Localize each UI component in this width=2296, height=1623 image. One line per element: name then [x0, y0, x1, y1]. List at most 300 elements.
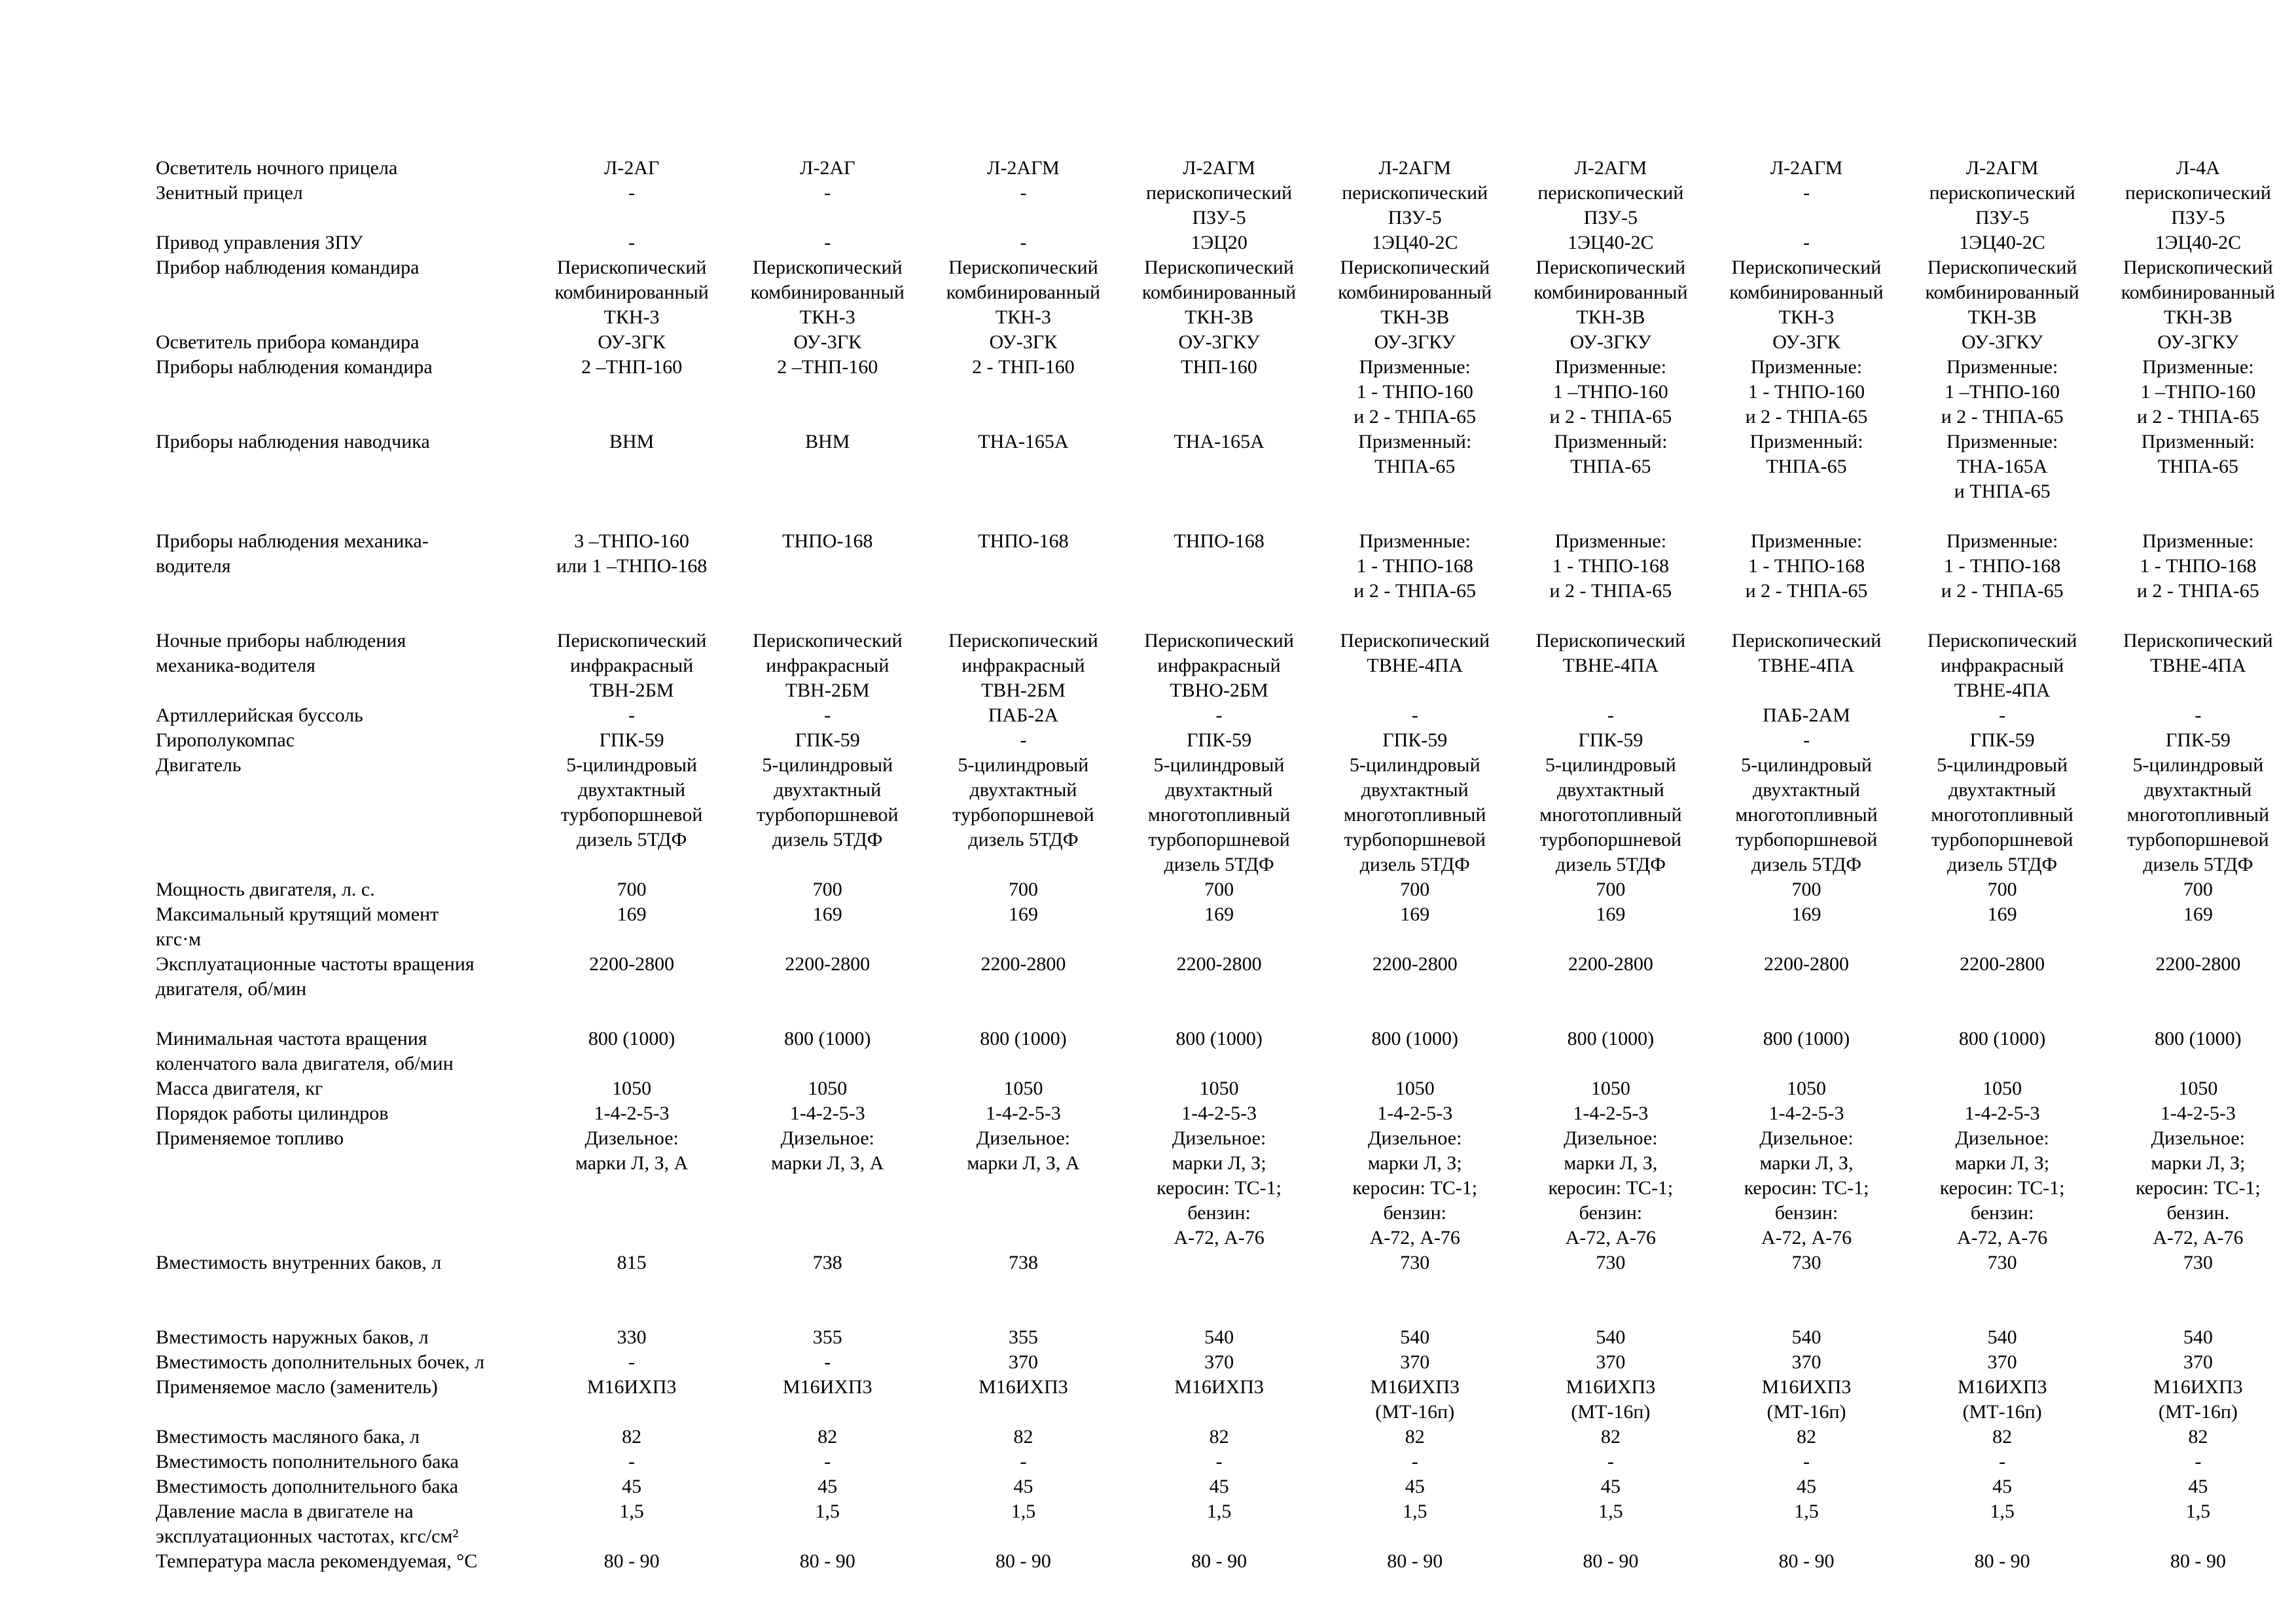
row-label: Минимальная частота вращения коленчатого вала двигателя, об/мин — [156, 1028, 454, 1074]
table-row — [156, 255, 2296, 330]
table-cell: 82 — [1600, 1426, 1621, 1448]
table-cell: 82 — [1992, 1426, 2013, 1448]
table-cell: Призменные: 1 - ТНПО-168 и 2 - ТНПА-65 — [1354, 530, 1477, 602]
table-cell: Перископический инфракрасный ТВНЕ-4ПА — [1927, 630, 2077, 701]
table-cell: 5-цилиндровый двухтактный многотопливный турбопоршневой дизель 5ТДФ — [1735, 754, 1878, 875]
table-cell: 1ЭЦ40-2С — [1568, 232, 1654, 253]
row-label: Давление масла в двигателе на эксплуатационных частотах, кгс/см² — [156, 1501, 459, 1547]
table-cell: - — [1020, 729, 1027, 751]
table-cell: Дизельное: марки Л, З; керосин: ТС-1; бензин: А-72, А-76 — [1352, 1127, 1478, 1249]
table-cell: Призменный: ТНПА-65 — [1358, 431, 1472, 477]
table-cell: 80 - 90 — [603, 1550, 660, 1572]
table-cell: 370 — [2183, 1351, 2213, 1373]
row-label: Ночные приборы наблюдения механика-водителя — [156, 630, 406, 676]
table-cell: М16ИХП3 (МТ-16п) — [1957, 1376, 2047, 1423]
row-label: Масса двигателя, кг — [156, 1078, 323, 1099]
table-cell: - — [1803, 729, 1810, 751]
row-label: Порядок работы цилиндров — [156, 1103, 389, 1124]
table-cell: ОУ-3ГК — [1772, 331, 1840, 353]
table-cell: ОУ-3ГК — [793, 331, 862, 353]
table-cell: М16ИХП3 (МТ-16п) — [1370, 1376, 1460, 1423]
table-cell: Дизельное: марки Л, З, А — [771, 1127, 884, 1174]
table-cell: Призменные: 1 - ТНПО-160 и 2 - ТНПА-65 — [1745, 356, 1868, 428]
row-label: Осветитель прибора командира — [156, 331, 420, 353]
table-cell: 5-цилиндровый двухтактный турбопоршневой дизель 5ТДФ — [560, 754, 703, 850]
table-cell: - — [628, 1451, 636, 1472]
table-cell: Перископический инфракрасный ТВН-2БМ — [752, 630, 903, 701]
table-cell: 700 — [1008, 879, 1038, 900]
table-cell: 730 — [1596, 1252, 1626, 1273]
table-cell: 169 — [617, 903, 647, 925]
table-cell: 730 — [1791, 1252, 1821, 1273]
table-cell: 2 –ТНП-160 — [777, 356, 878, 378]
table-cell: 82 — [1405, 1426, 1425, 1448]
table-cell: 5-цилиндровый двухтактный многотопливный турбопоршневой дизель 5ТДФ — [1147, 754, 1291, 875]
table-cell: 82 — [1209, 1426, 1229, 1448]
table-cell: Перископический комбинированный ТКН-3 — [750, 257, 905, 328]
table-cell: ГПК-59 — [599, 729, 664, 751]
table-row — [156, 1027, 2296, 1076]
table-cell: Перископический комбинированный ТКН-3В — [1141, 257, 1297, 328]
table-cell: 800 (1000) — [980, 1028, 1067, 1049]
table-cell: 1050 — [2178, 1078, 2218, 1099]
table-row — [156, 1076, 2296, 1101]
table-cell: ПАБ-2А — [988, 704, 1059, 726]
table-cell: 800 (1000) — [2155, 1028, 2242, 1049]
table-cell: 1050 — [1590, 1078, 1630, 1099]
table-row — [156, 355, 2296, 429]
table-row — [156, 429, 2296, 529]
table-cell: 45 — [817, 1476, 838, 1497]
table-cell: 169 — [1791, 903, 1821, 925]
table-cell: Призменный: ТНПА-65 — [1554, 431, 1668, 477]
table-row — [156, 1325, 2296, 1350]
table-cell: 2200-2800 — [2155, 953, 2241, 975]
table-cell: 738 — [812, 1252, 842, 1273]
table-cell: 1,5 — [815, 1501, 840, 1522]
table-cell: 1050 — [1787, 1078, 1826, 1099]
table-row — [156, 230, 2296, 255]
table-cell: 169 — [1987, 903, 2017, 925]
table-row — [156, 877, 2296, 902]
table-cell: Дизельное: марки Л, З, А — [967, 1127, 1080, 1174]
table-cell: 5-цилиндровый двухтактный турбопоршневой дизель 5ТДФ — [952, 754, 1094, 850]
table-cell: Призменные: 1 - ТНПО-160 и 2 - ТНПА-65 — [1354, 356, 1477, 428]
row-label: Прибор наблюдения командира — [156, 257, 420, 278]
table-cell: перископический ПЗУ-5 — [1537, 182, 1684, 228]
table-cell: 169 — [812, 903, 842, 925]
table-cell: 815 — [617, 1252, 647, 1273]
table-cell: Дизельное: марки Л, З, керосин: ТС-1; бензин: А-72, А-76 — [1744, 1127, 1869, 1249]
table-cell: 45 — [2188, 1476, 2208, 1497]
table-cell: Перископический комбинированный ТКН-3 — [1729, 257, 1884, 328]
row-label: Вместимость масляного бака, л — [156, 1426, 420, 1448]
table-row — [156, 1450, 2296, 1474]
table-cell: 2 –ТНП-160 — [581, 356, 683, 378]
table-cell: Перископический комбинированный ТКН-3В — [1534, 257, 1688, 328]
table-cell: ТНА-165А — [978, 431, 1069, 452]
table-cell: ПАБ-2АМ — [1763, 704, 1850, 726]
table-cell: ОУ-3ГК — [598, 331, 666, 353]
table-row — [156, 529, 2296, 629]
table-cell: М16ИХП3 (МТ-16п) — [1761, 1376, 1852, 1423]
table-cell: перископический ПЗУ-5 — [2125, 182, 2271, 228]
row-label: Осветитель ночного прицела — [156, 157, 398, 179]
table-cell: 1ЭЦ20 — [1191, 232, 1247, 253]
table-cell: 540 — [1987, 1326, 2017, 1348]
table-cell: 45 — [1013, 1476, 1033, 1497]
table-row — [156, 703, 2296, 728]
table-cell: М16ИХП3 — [782, 1376, 872, 1398]
table-cell: 370 — [1204, 1351, 1234, 1373]
table-cell: 5-цилиндровый двухтактный многотопливный турбопоршневой дизель 5ТДФ — [1931, 754, 2073, 875]
table-cell: Призменный: ТНПА-65 — [1749, 431, 1863, 477]
table-cell: 1,5 — [1011, 1501, 1036, 1522]
table-cell: ТНПО-168 — [978, 530, 1069, 552]
table-cell: Л-2АГМ — [1770, 157, 1843, 179]
table-cell: - — [2195, 704, 2202, 726]
table-cell: 80 - 90 — [2170, 1550, 2226, 1572]
table-cell: 370 — [1791, 1351, 1821, 1373]
row-label: Вместимость пополнительного бака — [156, 1451, 459, 1472]
row-label: Вместимость внутренних баков, л — [156, 1252, 442, 1273]
table-cell: 169 — [1400, 903, 1430, 925]
table-cell: 1ЭЦ40-2С — [1371, 232, 1458, 253]
row-label: Приборы наблюдения командира — [156, 356, 433, 378]
table-row — [156, 1250, 2296, 1325]
table-cell: - — [1607, 1451, 1614, 1472]
table-cell: 82 — [2188, 1426, 2208, 1448]
table-cell: - — [824, 232, 831, 253]
table-cell: 355 — [812, 1326, 842, 1348]
table-cell: Призменный: ТНПА-65 — [2141, 431, 2255, 477]
row-label: Гирополукомпас — [156, 729, 295, 751]
table-cell: 45 — [1600, 1476, 1621, 1497]
table-cell: 45 — [1405, 1476, 1425, 1497]
table-row — [156, 156, 2296, 181]
table-cell: 1,5 — [1794, 1501, 1819, 1522]
table-cell: 800 (1000) — [1567, 1028, 1655, 1049]
table-cell: - — [1803, 182, 1810, 204]
table-cell: 1,5 — [1402, 1501, 1427, 1522]
table-cell: ВНМ — [609, 431, 655, 452]
table-cell: 80 - 90 — [1387, 1550, 1443, 1572]
table-cell: 2 - ТНП-160 — [972, 356, 1075, 378]
table-cell: 80 - 90 — [799, 1550, 855, 1572]
table-cell: Л-2АГМ — [987, 157, 1060, 179]
table-row — [156, 753, 2296, 877]
table-cell: 169 — [2183, 903, 2213, 925]
table-row — [156, 1350, 2296, 1375]
table-row — [156, 1549, 2296, 1574]
table-cell: - — [628, 1351, 636, 1373]
table-cell: Л-2АГМ — [1183, 157, 1255, 179]
table-cell: 540 — [1204, 1326, 1234, 1348]
table-cell: 730 — [2183, 1252, 2213, 1273]
table-cell: Призменные: ТНА-165А и ТНПА-65 — [1946, 431, 2058, 502]
table-cell: - — [824, 704, 831, 726]
table-cell: Перископический комбинированный ТКН-3В — [1925, 257, 2079, 328]
row-label: Мощность двигателя, л. с. — [156, 879, 375, 900]
table-cell: 370 — [1008, 1351, 1038, 1373]
row-label: Приборы наблюдения наводчика — [156, 431, 430, 452]
table-cell: 800 (1000) — [1763, 1028, 1850, 1049]
table-cell: 82 — [622, 1426, 642, 1448]
table-cell: - — [628, 704, 636, 726]
row-label: Максимальный крутящий момент кгс·м — [156, 903, 439, 950]
table-cell: 1-4-2-5-3 — [1573, 1103, 1649, 1124]
table-cell: - — [1020, 182, 1027, 204]
table-cell: Дизельное: марки Л, З; керосин: ТС-1; бензин. А-72, А-76 — [2135, 1127, 2261, 1249]
table-cell: 1-4-2-5-3 — [1377, 1103, 1453, 1124]
table-row — [156, 181, 2296, 230]
table-cell: 45 — [622, 1476, 642, 1497]
table-row — [156, 728, 2296, 753]
table-row — [156, 1499, 2296, 1549]
table-cell: - — [824, 1351, 831, 1373]
table-cell: 2200-2800 — [1372, 953, 1458, 975]
table-cell: 82 — [1797, 1426, 1816, 1448]
table-row — [156, 1126, 2296, 1250]
table-cell: Призменные: 1 - ТНПО-168 и 2 - ТНПА-65 — [1941, 530, 2064, 602]
table-cell: 1050 — [808, 1078, 848, 1099]
table-cell: ГПК-59 — [1187, 729, 1252, 751]
table-cell: 700 — [617, 879, 647, 900]
table-cell: 82 — [817, 1426, 838, 1448]
table-cell: 169 — [1204, 903, 1234, 925]
table-cell: ТНП-160 — [1181, 356, 1257, 378]
table-cell: Л-2АГ — [603, 157, 660, 179]
row-label: Температура масла рекомендуемая, °С — [156, 1550, 478, 1572]
table-cell: ТНПО-168 — [782, 530, 873, 552]
table-cell: 5-цилиндровый двухтактный многотопливный турбопоршневой дизель 5ТДФ — [1344, 754, 1486, 875]
spec-table — [156, 156, 2296, 1574]
table-cell: 2200-2800 — [1764, 953, 1849, 975]
table-cell: Перископический ТВНЕ-4ПА — [2123, 630, 2273, 676]
table-cell: 1ЭЦ40-2С — [1959, 232, 2045, 253]
table-cell: Призменные: 1 - ТНПО-168 и 2 - ТНПА-65 — [2136, 530, 2259, 602]
table-cell: 1050 — [1395, 1078, 1435, 1099]
table-cell: - — [1020, 1451, 1027, 1472]
table-cell: 1,5 — [1206, 1501, 1232, 1522]
table-cell: М16ИХП3 — [978, 1376, 1068, 1398]
table-cell: Перископический инфракрасный ТВН-2БМ — [948, 630, 1098, 701]
table-cell: 355 — [1008, 1326, 1038, 1348]
table-cell: 800 (1000) — [1958, 1028, 2046, 1049]
table-cell: 1-4-2-5-3 — [1768, 1103, 1844, 1124]
table-cell: ГПК-59 — [795, 729, 860, 751]
table-cell: ГПК-59 — [1382, 729, 1448, 751]
table-cell: 1-4-2-5-3 — [594, 1103, 670, 1124]
table-row — [156, 1375, 2296, 1425]
table-cell: ГПК-59 — [2165, 729, 2231, 751]
table-cell: 5-цилиндровый двухтактный турбопоршневой дизель 5ТДФ — [757, 754, 899, 850]
table-cell: 169 — [1008, 903, 1038, 925]
table-cell: 800 (1000) — [1371, 1028, 1458, 1049]
table-cell: Л-2АГМ — [1378, 157, 1452, 179]
table-cell: Дизельное: марки Л, З, А — [575, 1127, 689, 1174]
table-cell: 45 — [1209, 1476, 1229, 1497]
table-cell: 5-цилиндровый двухтактный многотопливный турбопоршневой дизель 5ТДФ — [2126, 754, 2270, 875]
table-cell: Перископический ТВНЕ-4ПА — [1340, 630, 1490, 676]
table-cell: 370 — [1596, 1351, 1626, 1373]
table-cell: 1,5 — [1598, 1501, 1623, 1522]
table-cell: 1-4-2-5-3 — [1181, 1103, 1257, 1124]
table-cell: ТНПО-168 — [1174, 530, 1265, 552]
table-cell: Перископический комбинированный ТКН-3 — [946, 257, 1101, 328]
table-cell: Дизельное: марки Л, З, керосин: ТС-1; бензин: А-72, А-76 — [1548, 1127, 1674, 1249]
table-cell: ТНА-165А — [1174, 431, 1265, 452]
table-cell: 1050 — [612, 1078, 652, 1099]
table-cell: - — [1803, 1451, 1810, 1472]
row-label: Вместимость наружных баков, л — [156, 1326, 429, 1348]
table-cell: 730 — [1987, 1252, 2017, 1273]
table-cell: 700 — [812, 879, 842, 900]
table-cell: 2200-2800 — [1176, 953, 1262, 975]
table-cell: 3 –ТНПО-160 или 1 –ТНПО-168 — [556, 530, 708, 577]
table-row — [156, 1425, 2296, 1450]
table-cell: перископический ПЗУ-5 — [1929, 182, 2075, 228]
table-cell: 1,5 — [2185, 1501, 2211, 1522]
table-cell: 370 — [1987, 1351, 2017, 1373]
table-cell: 1-4-2-5-3 — [789, 1103, 865, 1124]
table-cell: 700 — [1400, 879, 1430, 900]
row-label: Применяемое топливо — [156, 1127, 344, 1149]
table-cell: Л-2АГМ — [1965, 157, 2039, 179]
table-cell: - — [1999, 1451, 2006, 1472]
table-cell: Призменные: 1 - ТНПО-168 и 2 - ТНПА-65 — [1549, 530, 1672, 602]
table-cell: Дизельное: марки Л, З; керосин: ТС-1; бензин: А-72, А-76 — [1157, 1127, 1282, 1249]
table-row — [156, 952, 2296, 1027]
table-cell: 540 — [2183, 1326, 2213, 1348]
table-cell: ОУ-3ГКУ — [1962, 331, 2043, 353]
table-cell: М16ИХП3 (МТ-16п) — [2153, 1376, 2243, 1423]
table-cell: - — [628, 232, 636, 253]
table-cell: - — [2195, 1451, 2202, 1472]
table-cell: 80 - 90 — [1191, 1550, 1247, 1572]
table-cell: 2200-2800 — [980, 953, 1066, 975]
row-label: Эксплуатационные частоты вращения двигателя, об/мин — [156, 953, 475, 1000]
table-cell: 700 — [1204, 879, 1234, 900]
table-cell: - — [1411, 1451, 1418, 1472]
table-cell: 800 (1000) — [784, 1028, 871, 1049]
table-cell: ГПК-59 — [1969, 729, 2035, 751]
row-label: Двигатель — [156, 754, 242, 776]
table-cell: 80 - 90 — [1583, 1550, 1639, 1572]
row-label: Вместимость дополнительных бочек, л — [156, 1351, 485, 1373]
table-cell: 80 - 90 — [1778, 1550, 1835, 1572]
table-cell: 1-4-2-5-3 — [1964, 1103, 2040, 1124]
table-cell: 1050 — [1982, 1078, 2022, 1099]
table-cell: М16ИХП3 — [586, 1376, 677, 1398]
table-cell: 1ЭЦ40-2С — [2155, 232, 2242, 253]
table-cell: 1-4-2-5-3 — [2160, 1103, 2236, 1124]
table-cell: Перископический комбинированный ТКН-3 — [554, 257, 709, 328]
table-cell: 800 (1000) — [588, 1028, 675, 1049]
table-cell: Л-2АГ — [800, 157, 855, 179]
table-cell: ВНМ — [805, 431, 850, 452]
table-cell: 2200-2800 — [1568, 953, 1653, 975]
row-label: Вместимость дополнительного бака — [156, 1476, 459, 1497]
table-cell: ОУ-3ГКУ — [1570, 331, 1651, 353]
table-cell: Перископический комбинированный ТКН-3В — [1338, 257, 1492, 328]
table-cell: - — [628, 182, 636, 204]
table-cell: 2200-2800 — [1960, 953, 2045, 975]
table-cell: 1050 — [1003, 1078, 1043, 1099]
table-cell: 800 (1000) — [1175, 1028, 1263, 1049]
table-cell: 2200-2800 — [589, 953, 675, 975]
table-cell: перископический ПЗУ-5 — [1146, 182, 1293, 228]
table-cell: 540 — [1596, 1326, 1626, 1348]
table-cell: 2200-2800 — [785, 953, 870, 975]
table-cell: М16ИХП3 — [1174, 1376, 1264, 1398]
table-cell: ГПК-59 — [1578, 729, 1643, 751]
table-cell: Призменные: 1 –ТНПО-160 и 2 - ТНПА-65 — [1941, 356, 2064, 428]
table-row — [156, 902, 2296, 952]
row-label: Приборы наблюдения механика- водителя — [156, 530, 429, 577]
table-cell: Перископический инфракрасный ТВНО-2БМ — [1144, 630, 1294, 701]
table-cell: 45 — [1797, 1476, 1816, 1497]
table-cell: ОУ-3ГК — [989, 331, 1058, 353]
row-label: Артиллерийская буссоль — [156, 704, 363, 726]
table-cell: перископический ПЗУ-5 — [1342, 182, 1488, 228]
table-cell: 1,5 — [619, 1501, 644, 1522]
table-cell: Перископический комбинированный ТКН-3В — [2121, 257, 2276, 328]
row-label: Применяемое масло (заменитель) — [156, 1376, 438, 1398]
table-cell: М16ИХП3 (МТ-16п) — [1566, 1376, 1656, 1423]
table-cell: ОУ-3ГКУ — [1178, 331, 1260, 353]
table-cell: - — [1999, 704, 2006, 726]
table-cell: - — [1215, 704, 1223, 726]
table-cell: 1,5 — [1990, 1501, 2015, 1522]
table-cell: 1050 — [1199, 1078, 1239, 1099]
table-cell: 330 — [617, 1326, 647, 1348]
table-cell: 738 — [1008, 1252, 1038, 1273]
table-cell: 540 — [1400, 1326, 1430, 1348]
table-cell: - — [1607, 704, 1614, 726]
table-cell: Перископический ТВНЕ-4ПА — [1535, 630, 1686, 676]
table-cell: 45 — [1992, 1476, 2013, 1497]
table-row — [156, 629, 2296, 703]
table-row — [156, 1101, 2296, 1126]
table-cell: 82 — [1013, 1426, 1033, 1448]
table-cell: - — [1803, 232, 1810, 253]
table-cell: - — [824, 1451, 831, 1472]
table-cell: 169 — [1596, 903, 1626, 925]
table-cell — [1121, 1250, 1317, 1325]
table-cell: 700 — [1791, 879, 1821, 900]
row-label: Привод управления ЗПУ — [156, 232, 363, 253]
table-cell: - — [824, 182, 831, 204]
table-cell: Л-2АГМ — [1574, 157, 1647, 179]
table-cell: 80 - 90 — [1974, 1550, 2030, 1572]
table-cell: - — [1411, 704, 1418, 726]
table-cell: Дизельное: марки Л, З; керосин: ТС-1; бензин: А-72, А-76 — [1939, 1127, 2065, 1249]
table-cell: - — [1215, 1451, 1223, 1472]
table-cell: Перископический инфракрасный ТВН-2БМ — [556, 630, 707, 701]
table-cell: 700 — [1987, 879, 2017, 900]
table-row — [156, 330, 2296, 355]
table-cell: Перископический ТВНЕ-4ПА — [1731, 630, 1882, 676]
table-cell: 5-цилиндровый двухтактный многотопливный турбопоршневой дизель 5ТДФ — [1539, 754, 1682, 875]
table-cell: ОУ-3ГКУ — [1374, 331, 1456, 353]
table-cell: 730 — [1400, 1252, 1430, 1273]
table-cell: Призменные: 1 –ТНПО-160 и 2 - ТНПА-65 — [2136, 356, 2259, 428]
table-cell: - — [1020, 232, 1027, 253]
table-cell: 1-4-2-5-3 — [985, 1103, 1061, 1124]
row-label: Зенитный прицел — [156, 182, 303, 204]
table-cell: 80 - 90 — [995, 1550, 1051, 1572]
